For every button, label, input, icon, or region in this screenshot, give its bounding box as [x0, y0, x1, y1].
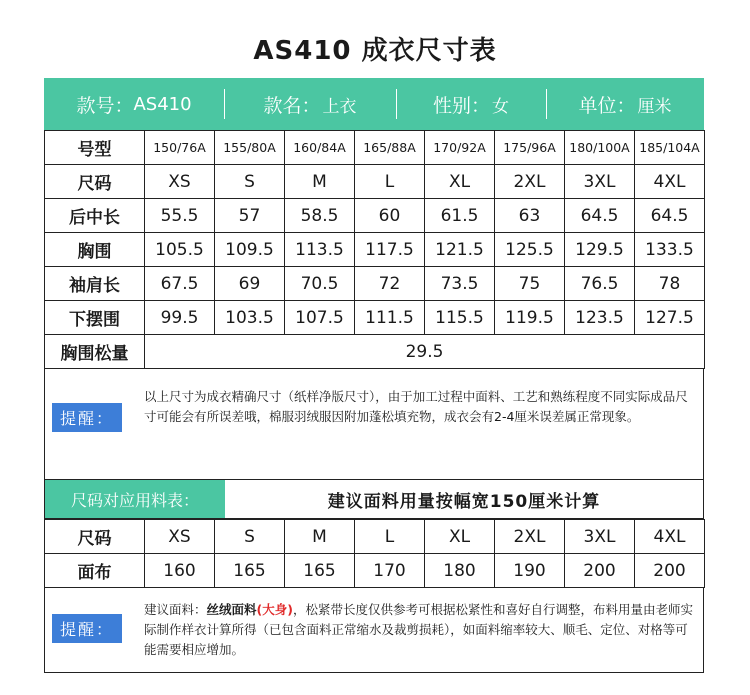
gender-value: 女 [492, 96, 509, 117]
fabric-amount-label: 面布 [45, 554, 145, 588]
table-cell: 133.5 [635, 233, 705, 267]
table-cell: 60 [355, 199, 425, 233]
table-cell: 75 [495, 267, 565, 301]
gender [396, 78, 546, 130]
model-cell: 165/88A [355, 131, 425, 165]
table-cell: 103.5 [215, 301, 285, 335]
fabric-amount-cell: 165 [215, 554, 285, 588]
table-cell: 55.5 [145, 199, 215, 233]
style-number-label: 款号： [76, 94, 134, 117]
chest-row [45, 233, 705, 267]
fabric-amount-cell: 190 [495, 554, 565, 588]
note-box [44, 369, 704, 480]
model-cell: 170/92A [425, 131, 495, 165]
ease-label: 胸围松量 [45, 335, 145, 369]
table-cell: 72 [355, 267, 425, 301]
table-cell: 123.5 [565, 301, 635, 335]
style-number [44, 78, 224, 130]
fabric-size-cell: 4XL [635, 520, 705, 554]
note-box-2 [44, 588, 704, 673]
table-cell: 119.5 [495, 301, 565, 335]
size-cell: 3XL [565, 165, 635, 199]
fabric-amount-cell: 200 [635, 554, 705, 588]
fabric-advice-prefix: 建议面料： [144, 602, 207, 617]
table-cell: 58.5 [285, 199, 355, 233]
fabric-amount-cell: 200 [565, 554, 635, 588]
unit-value: 厘米 [637, 96, 672, 117]
fabric-name: 丝绒面料 [206, 602, 257, 617]
model-cell: 185/104A [635, 131, 705, 165]
fabric-header [44, 480, 704, 519]
style-number-value: AS410 [133, 93, 192, 115]
table-cell: 129.5 [565, 233, 635, 267]
reminder-text-2 [144, 600, 695, 660]
page-title: AS410 成衣尺寸表 [253, 36, 497, 66]
model-cell: 150/76A [145, 131, 215, 165]
size-chart [44, 78, 704, 673]
table-cell: 121.5 [425, 233, 495, 267]
model-cell: 155/80A [215, 131, 285, 165]
back-length-row [45, 199, 705, 233]
table-cell: 125.5 [495, 233, 565, 267]
table-cell: 113.5 [285, 233, 355, 267]
model-cell: 160/84A [285, 131, 355, 165]
fabric-size-label: 尺码 [45, 520, 145, 554]
size-row-label: 尺码 [45, 165, 145, 199]
ease-row [45, 335, 705, 369]
fabric-advice-rest: ，松紧带长度仅供参考可根据松紧性和喜好自行调整，布料用量由老师实际制作样衣计算所得（已包含面料正常缩水及裁剪损耗），如面料缩率较大、顺毛、定位、对格等可能需要相应增加。 [144, 602, 693, 657]
reminder-badge-2: 提醒： [52, 614, 122, 643]
fabric-title: 建议面料用量按幅宽150厘米计算 [327, 491, 601, 512]
size-row [45, 165, 705, 199]
table-cell: 117.5 [355, 233, 425, 267]
row-label: 胸围 [45, 233, 145, 267]
fabric-label: 尺码对应用料表： [45, 480, 225, 518]
fabric-size-cell: XL [425, 520, 495, 554]
table-cell: 99.5 [145, 301, 215, 335]
size-cell: L [355, 165, 425, 199]
table-cell: 107.5 [285, 301, 355, 335]
size-cell: XS [145, 165, 215, 199]
table-cell: 115.5 [425, 301, 495, 335]
size-cell: XL [425, 165, 495, 199]
reminder-badge: 提醒： [52, 403, 122, 432]
table-cell: 64.5 [635, 199, 705, 233]
fabric-size-cell: S [215, 520, 285, 554]
row-label: 袖肩长 [45, 267, 145, 301]
table-cell: 61.5 [425, 199, 495, 233]
fabric-table [44, 519, 705, 588]
fabric-amount-cell: 165 [285, 554, 355, 588]
table-cell: 64.5 [565, 199, 635, 233]
table-cell: 105.5 [145, 233, 215, 267]
row-label: 后中长 [45, 199, 145, 233]
hem-row [45, 301, 705, 335]
model-cell: 180/100A [565, 131, 635, 165]
table-cell: 70.5 [285, 267, 355, 301]
table-cell: 76.5 [565, 267, 635, 301]
style-name [224, 78, 396, 130]
fabric-part: (大身) [256, 602, 293, 617]
row-label: 下摆围 [45, 301, 145, 335]
size-cell: 2XL [495, 165, 565, 199]
fabric-size-cell: 2XL [495, 520, 565, 554]
size-table [44, 130, 705, 369]
fabric-size-row [45, 520, 705, 554]
table-cell: 127.5 [635, 301, 705, 335]
table-cell: 69 [215, 267, 285, 301]
fabric-size-cell: L [355, 520, 425, 554]
info-bar [44, 78, 704, 130]
unit-label: 单位： [578, 94, 636, 117]
size-cell: 4XL [635, 165, 705, 199]
style-name-value: 上衣 [322, 96, 357, 117]
gender-label: 性别： [432, 94, 490, 117]
model-row-label: 号型 [45, 131, 145, 165]
size-cell: M [285, 165, 355, 199]
table-cell: 57 [215, 199, 285, 233]
unit [546, 78, 704, 130]
table-cell: 63 [495, 199, 565, 233]
fabric-amount-row [45, 554, 705, 588]
fabric-amount-cell: 170 [355, 554, 425, 588]
model-cell: 175/96A [495, 131, 565, 165]
style-name-label: 款名： [263, 94, 321, 117]
model-row [45, 131, 705, 165]
sleeve-row [45, 267, 705, 301]
size-cell: S [215, 165, 285, 199]
table-cell: 78 [635, 267, 705, 301]
fabric-amount-cell: 160 [145, 554, 215, 588]
table-cell: 111.5 [355, 301, 425, 335]
table-cell: 67.5 [145, 267, 215, 301]
fabric-size-cell: XS [145, 520, 215, 554]
table-cell: 109.5 [215, 233, 285, 267]
fabric-amount-cell: 180 [425, 554, 495, 588]
fabric-size-cell: M [285, 520, 355, 554]
table-cell: 73.5 [425, 267, 495, 301]
reminder-text: 以上尺寸为成衣精确尺寸（纸样净版尺寸），由于加工过程中面料、工艺和熟练程度不同实际成品尺寸可能会有所误差哦，棉服羽绒服因附加蓬松填充物，成衣会有2-4厘米误差属正常现象。 [144, 389, 688, 424]
ease-value: 29.5 [145, 335, 705, 369]
fabric-size-cell: 3XL [565, 520, 635, 554]
